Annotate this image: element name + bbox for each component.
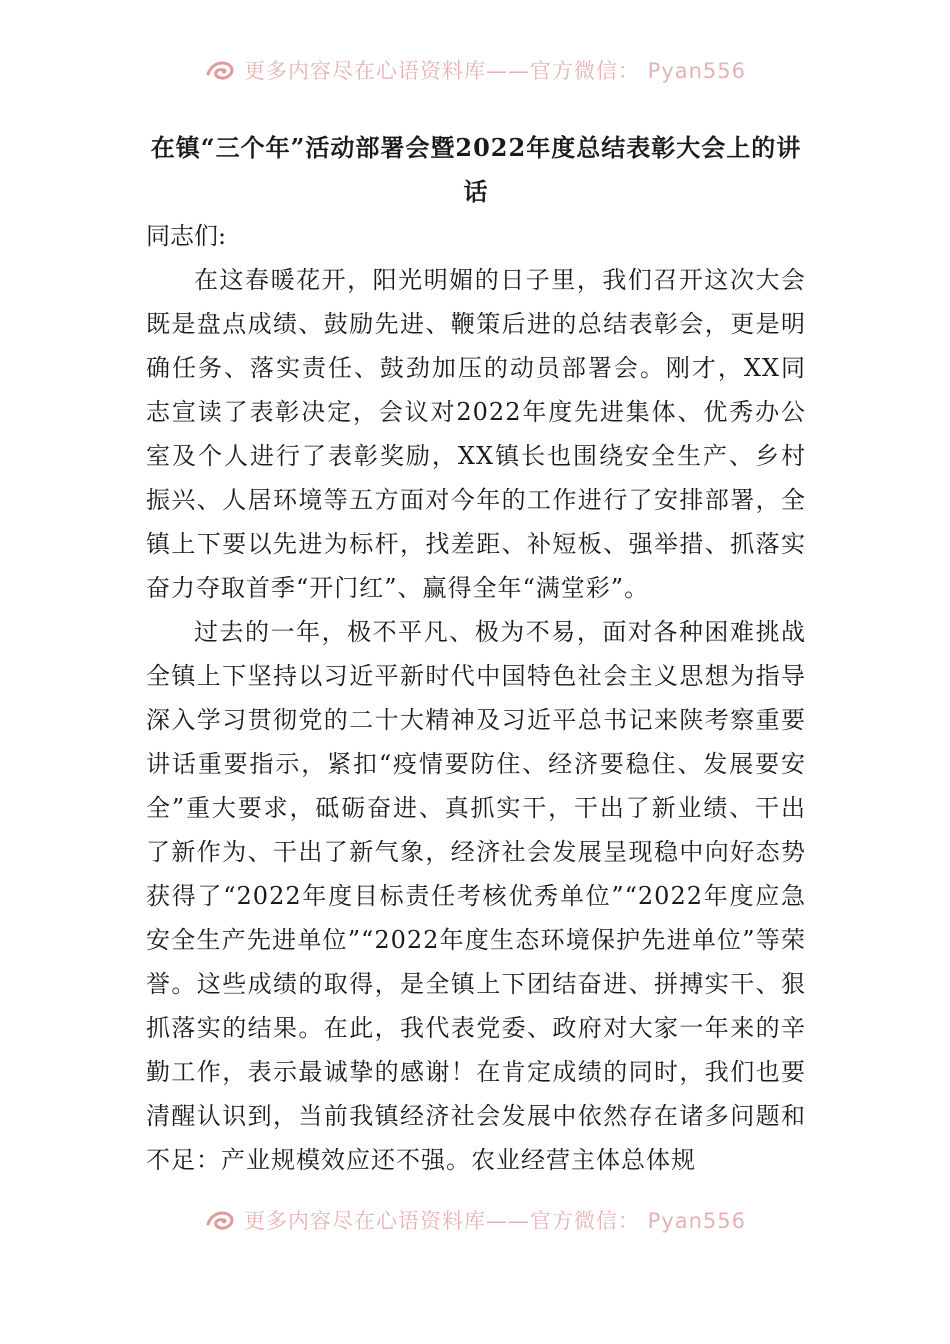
paragraph-1: 在这春暖花开，阳光明媚的日子里，我们召开这次大会既是盘点成绩、鼓励先进、鞭策后进的总结表彰会，更是明确任务、落实责任、鼓劲加压的动员部署会。刚才，XX同志宣读了表彰决定，会议对2022年度先进集体、优秀办公室及个人进行了表彰奖励，XX镇长也围绕安全生产、乡村振兴、人居环境等五方面对今年的工作进行了安排部署，全镇上下要以先进为标杆，找差距、补短板、强举措、抓落实奋力夺取首季“开门红”、赢得全年“满堂彩”。 xyxy=(146,266,806,602)
swirl-logo-icon xyxy=(204,56,236,84)
salutation: 同志们: xyxy=(146,222,227,250)
watermark-header xyxy=(0,50,950,90)
swirl-logo-icon xyxy=(204,1206,236,1234)
document-title: 在镇“三个年”活动部署会暨2022年度总结表彰大会上的讲话 xyxy=(150,133,802,206)
watermark-footer xyxy=(0,1200,950,1240)
document-body xyxy=(146,126,806,1182)
watermark-text: 更多内容尽在心语资料库——官方微信： Pyan556 xyxy=(243,59,747,83)
paragraph-2: 过去的一年，极不平凡、极为不易，面对各种困难挑战全镇上下坚持以习近平新时代中国特色社会主义思想为指导深入学习贯彻党的二十大精神及习近平总书记来陕考察重要讲话重要指示，紧扣“疫情要防住、经济要稳住、发展要安全”重大要求，砥砺奋进、真抓实干，干出了新业绩、干出了新作为、干出了新气象，经济社会发展呈现稳中向好态势获得了“2022年度目标责任考核优秀单位”“2022年度应急安全生产先进单位”“2022年度生态环境保护先进单位”等荣誉。这些成绩的取得，是全镇上下团结奋进、拼搏实干、狠抓落实的结果。在此，我代表党委、政府对大家一年来的辛勤工作，表示最诚挚的感谢！在肯定成绩的同时，我们也要清醒认识到，当前我镇经济社会发展中依然存在诸多问题和不足：产业规模效应还不强。农业经营主体总体规 xyxy=(146,618,806,1174)
watermark-text: 更多内容尽在心语资料库——官方微信： Pyan556 xyxy=(243,1209,747,1233)
